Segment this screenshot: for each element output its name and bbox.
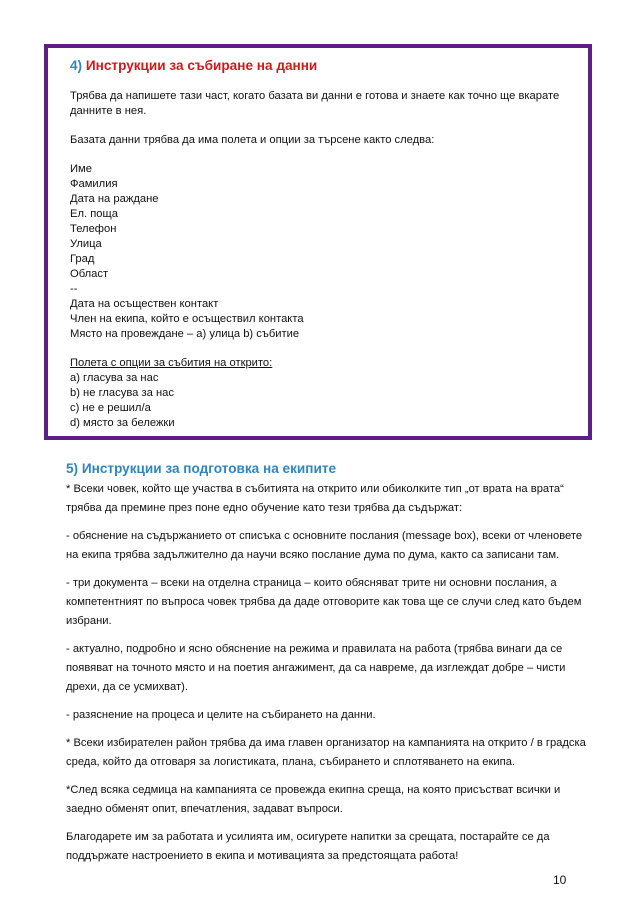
- fields-intro: Базата данни трябва да има полета и опции за търсене както следва:: [70, 134, 435, 146]
- paragraph: - три документа – всеки на отделна страница – които обясняват трите ни основни послания, а компетентният по въпроса човек трябва да даде отговорите как това ще се случи след като бъдем избрани.: [66, 577, 582, 627]
- fields-list: [70, 162, 575, 342]
- paragraph: - разяснение на процеса и целите на събирането на данни.: [66, 709, 376, 721]
- paragraph: - обяснение на съдържанието от списъка с основните послания (message box), всеки от членовете на екипа трябва задължително да научи всяко послание дума по дума, както са записани там.: [66, 530, 583, 561]
- option-item: b) не гласува за нас: [70, 387, 174, 399]
- options-heading: Полета с опции за събития на открито:: [70, 357, 273, 369]
- field-item: Улица: [70, 238, 102, 250]
- section-4-heading: [70, 58, 575, 73]
- paragraph: - актуално, подробно и ясно обяснение на режима и правилата на работа (трябва винаги да се появяват на точното място и на поетия ангажимент, да са навреме, да изглеждат добре – чисти дрехи, да се усмихват).: [66, 643, 566, 693]
- paragraph: *След всяка седмица на кампанията се провежда екипна среща, на която присъстват всички и заедно обменят опит, впечатления, задават въпроси.: [66, 784, 561, 815]
- options-list: [70, 371, 575, 431]
- option-item: d) място за бележки: [70, 417, 175, 429]
- field-item: Град: [70, 253, 95, 265]
- field-item: Ел. поща: [70, 208, 118, 220]
- paragraph: Благодарете им за работата и усилията им, осигурете напитки за срещата, постарайте се да поддържате настроението в екипа и мотивацията за предстоящата работа!: [66, 831, 550, 862]
- field-item: Дата на раждане: [70, 193, 159, 205]
- field-item: Име: [70, 163, 92, 175]
- section-5: [66, 459, 586, 875]
- section-4-title: Инструкции за събиране на данни: [85, 58, 318, 73]
- section-4-number: 4): [70, 58, 83, 73]
- page-number: 10: [553, 873, 567, 887]
- section-4-box: [44, 44, 592, 440]
- field-item: Място на провеждане – a) улица b) събитие: [70, 328, 300, 340]
- field-item: Член на екипа, който е осъществил контакта: [70, 313, 304, 325]
- option-item: a) гласува за нас: [70, 372, 159, 384]
- field-item: Дата на осъществен контакт: [70, 298, 219, 310]
- field-item: Телефон: [70, 223, 117, 235]
- section-4-intro: Трябва да напишете тази част, когато базата ви данни е готова и знаете как точно ще вкарате данните в нея.: [70, 90, 560, 117]
- option-item: c) не е решил/а: [70, 402, 151, 414]
- section-4-content: [70, 58, 575, 431]
- field-item: Област: [70, 268, 109, 280]
- field-separator: --: [70, 283, 78, 295]
- paragraph: * Всеки човек, който ще участва в събитията на открито или обиколките тип „от врата на врата“ трябва да премине през поне едно обучение като тези трябва да съдържат:: [66, 483, 564, 514]
- paragraph: * Всеки избирателен район трябва да има главен организатор на кампанията на открито / в градска среда, който да отговаря за логистиката, плана, събирането и сплотяването на екипа.: [66, 737, 586, 768]
- field-item: Фамилия: [70, 178, 118, 190]
- section-5-heading: 5) Инструкции за подготовка на екипите: [66, 461, 337, 476]
